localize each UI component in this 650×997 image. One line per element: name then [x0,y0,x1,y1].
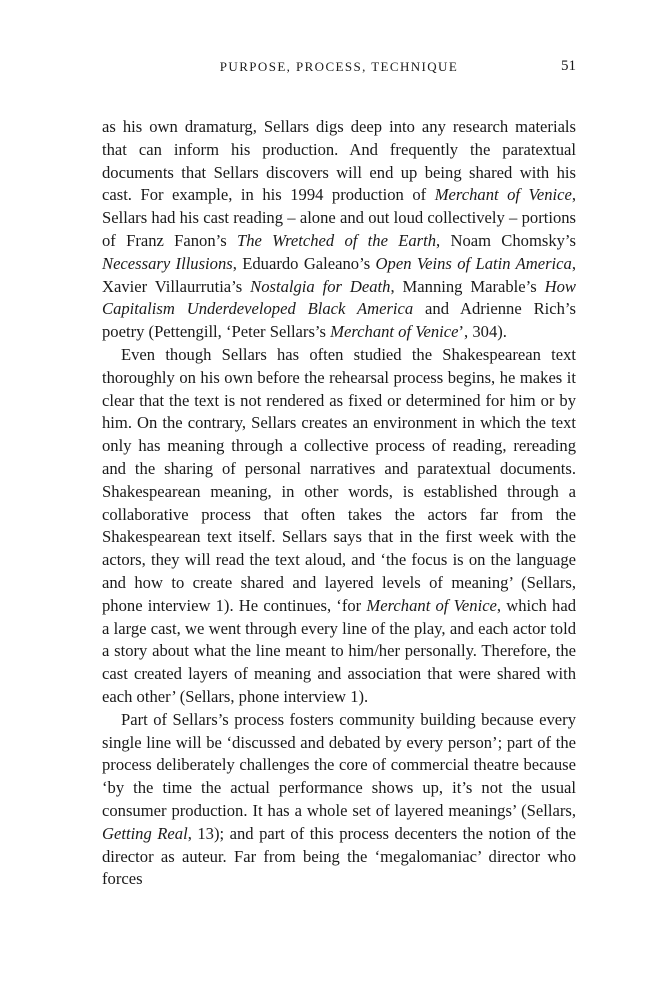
paragraph [102,344,576,709]
paragraph [102,709,576,891]
running-head [102,58,576,78]
italic-title: Necessary Illusions [102,253,233,273]
italic-title: Getting Real [102,823,188,843]
italic-title: How Capitalism Underdeveloped Black America [102,276,576,319]
paragraph [102,116,576,344]
text-run: , Eduardo Galeano’s [232,253,376,273]
italic-title: Merchant of Venice [330,322,459,342]
body-text [102,116,576,891]
italic-title: Merchant of Venice [434,185,572,205]
italic-title: Nostalgia for Death [250,276,391,296]
text-run: Even though Sellars has often studied the Shakespearean text thoroughly on his own before the rehearsal process begins, he makes it clear that the text is not rendered as fixed or determined for him or by him. On the contrary, Sellars creates an environment in which the text only has meaning through a collective process of reading, rereading and the sharing of personal narratives and paratextual documents. Shakespearean meaning, in other words, is established through a collaborative process that often takes the actors far from the Shakespearean text itself. Sellars says that in the first week with the actors, they will read the text aloud, and ‘the focus is on the language and how to create shared and layered levels of meaning’ (Sellars, phone interview 1). He continues, ‘for [102,344,576,615]
text-run: , Noam Chomsky’s [436,230,576,250]
running-title: PURPOSE, PROCESS, TECHNIQUE [219,59,459,74]
text-run: ’, 304). [458,322,507,342]
text-run: Part of Sellars’s process fosters community building because every single line will be ‘discussed and debated by every person’; part of the process deliberately challenges the core of commercial theatre because ‘by the time the actual performance shows up, it’s not the usual consumer production. It has a whole set of layered meanings’ (Sellars, [102,709,576,820]
text-run: , which had a large cast, we went through every line of the play, and each actor told a story about what the line meant to him/her personally. Therefore, the cast created layers of meaning and association that were shared with each other’ (Sellars, phone interview 1). [102,595,576,706]
italic-title: The Wretched of the Earth [237,230,437,250]
text-run: , 13); and part of this process decenters the notion of the director as auteur. Far from being the ‘megalomaniac’ director who forces [102,823,576,889]
text-run: , Manning Marable’s [390,276,545,296]
text-run: and Adrienne Rich’s poetry (Pettengill, ‘Peter Sellars’s [102,299,576,342]
italic-title: Open Veins of Latin America [375,253,572,273]
text-run: , Sellars had his cast reading – alone and out loud collectively – portions of Franz Fanon’s [102,185,577,250]
page-number: 51 [561,58,576,74]
text-run: , Xavier Villaurrutia’s [102,253,576,296]
italic-title: Merchant of Venice [366,595,497,615]
text-run: as his own dramaturg, Sellars digs deep into any research materials that can inform his production. And frequently the paratextual documents that Sellars discovers will end up being shared with his cast. For example, in his 1994 production of [102,117,576,205]
